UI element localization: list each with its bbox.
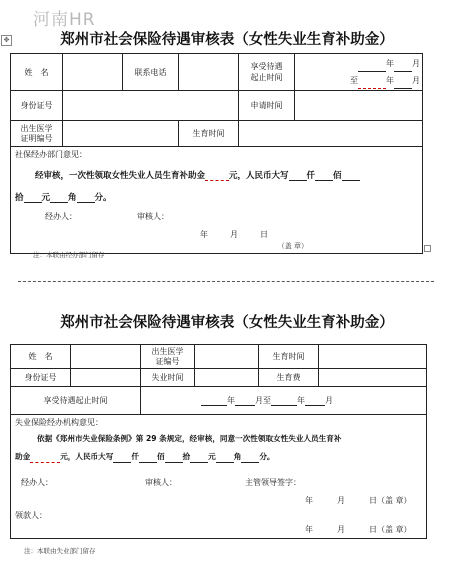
birth-fee-field[interactable] xyxy=(319,369,427,387)
period-field[interactable]: 年 月 至 年 月 xyxy=(295,54,423,91)
form2-footnote: 注：本联由失业部门留存 xyxy=(24,547,96,555)
apply-time-label: 申请时间 xyxy=(239,91,295,121)
audit-line-2: 拾 元 角 分。 xyxy=(15,193,112,203)
form1-title: 郑州市社会保险待遇审核表（女性失业生育补助金） xyxy=(60,31,394,48)
birth-cert-field-2[interactable] xyxy=(195,345,259,369)
name-field-2[interactable] xyxy=(71,345,141,369)
audit-line-1: 经审核，一次性领取女性失业人员生育补助金 元，人民币大写 仟 佰 xyxy=(15,169,418,181)
birth-time-label: 生育时间 xyxy=(179,121,239,147)
period-label-2: 享受待遇起止时间 xyxy=(11,387,141,415)
name-label-2: 姓 名 xyxy=(11,345,71,369)
period-label: 享受待遇 起止时间 xyxy=(239,54,295,91)
id-field-2[interactable] xyxy=(71,369,141,387)
signers-line-2: 经办人： 审核人： 主管领导签字： xyxy=(21,478,301,487)
rule-line-1: 依据《郑州市失业保险条例》第 29 条规定，经审核，同意一次性领取女性失业人员生育补 xyxy=(37,434,342,443)
name-field[interactable] xyxy=(63,54,123,91)
form1-footnote: 注：本联由经办部门留存 xyxy=(33,251,105,259)
rule-line-2: 助金 元，人民币大写 仟 佰 拾 元 角 分。 xyxy=(15,452,275,461)
signers-line: 经办人： 审核人： xyxy=(45,212,169,221)
opinion-cell xyxy=(11,147,423,254)
receiver-line: 领款人： xyxy=(15,511,47,520)
birth-time-label-2: 生育时间 xyxy=(259,345,319,369)
birth-cert-label: 出生医学 证明编号 xyxy=(11,121,63,147)
apply-time-field[interactable] xyxy=(295,91,423,121)
watermark: 河南HR xyxy=(33,10,96,30)
id-field[interactable] xyxy=(63,91,239,121)
form2-title: 郑州市社会保险待遇审核表（女性失业生育补助金） xyxy=(60,314,394,331)
birth-cert-label-2: 出生医学 证编号 xyxy=(141,345,195,369)
phone-label: 联系电话 xyxy=(123,54,179,91)
id-label-2: 身份证号 xyxy=(11,369,71,387)
birth-time-field[interactable] xyxy=(239,121,423,147)
table-resize-handle-icon[interactable] xyxy=(424,245,431,252)
birth-cert-field[interactable] xyxy=(63,121,179,147)
date-line-3: 年 月 日（盖 章） xyxy=(305,525,412,534)
unemployed-time-field[interactable] xyxy=(195,369,259,387)
agency-opinion-cell xyxy=(11,415,427,539)
period-field-2[interactable]: 年 月至 年 月 xyxy=(141,387,427,415)
table-move-handle-icon[interactable]: ✥ xyxy=(1,35,12,46)
id-label: 身份证号 xyxy=(11,91,63,121)
cut-line xyxy=(18,281,434,282)
name-label: 姓 名 xyxy=(11,54,63,91)
phone-field[interactable] xyxy=(179,54,239,91)
birth-time-field-2[interactable] xyxy=(319,345,427,369)
birth-fee-label: 生育费 xyxy=(259,369,319,387)
stamp-text: （盖 章） xyxy=(277,242,308,250)
unemployed-time-label: 失业时间 xyxy=(141,369,195,387)
date-line: 年 月 日 xyxy=(200,230,268,239)
agency-opinion-label: 失业保险经办机构意见： xyxy=(15,418,103,427)
date-line-2: 年 月 日（盖 章） xyxy=(305,496,412,505)
opinion-label: 社保经办部门意见： xyxy=(15,150,87,159)
form2-table xyxy=(10,344,427,539)
form1-table xyxy=(10,53,423,254)
